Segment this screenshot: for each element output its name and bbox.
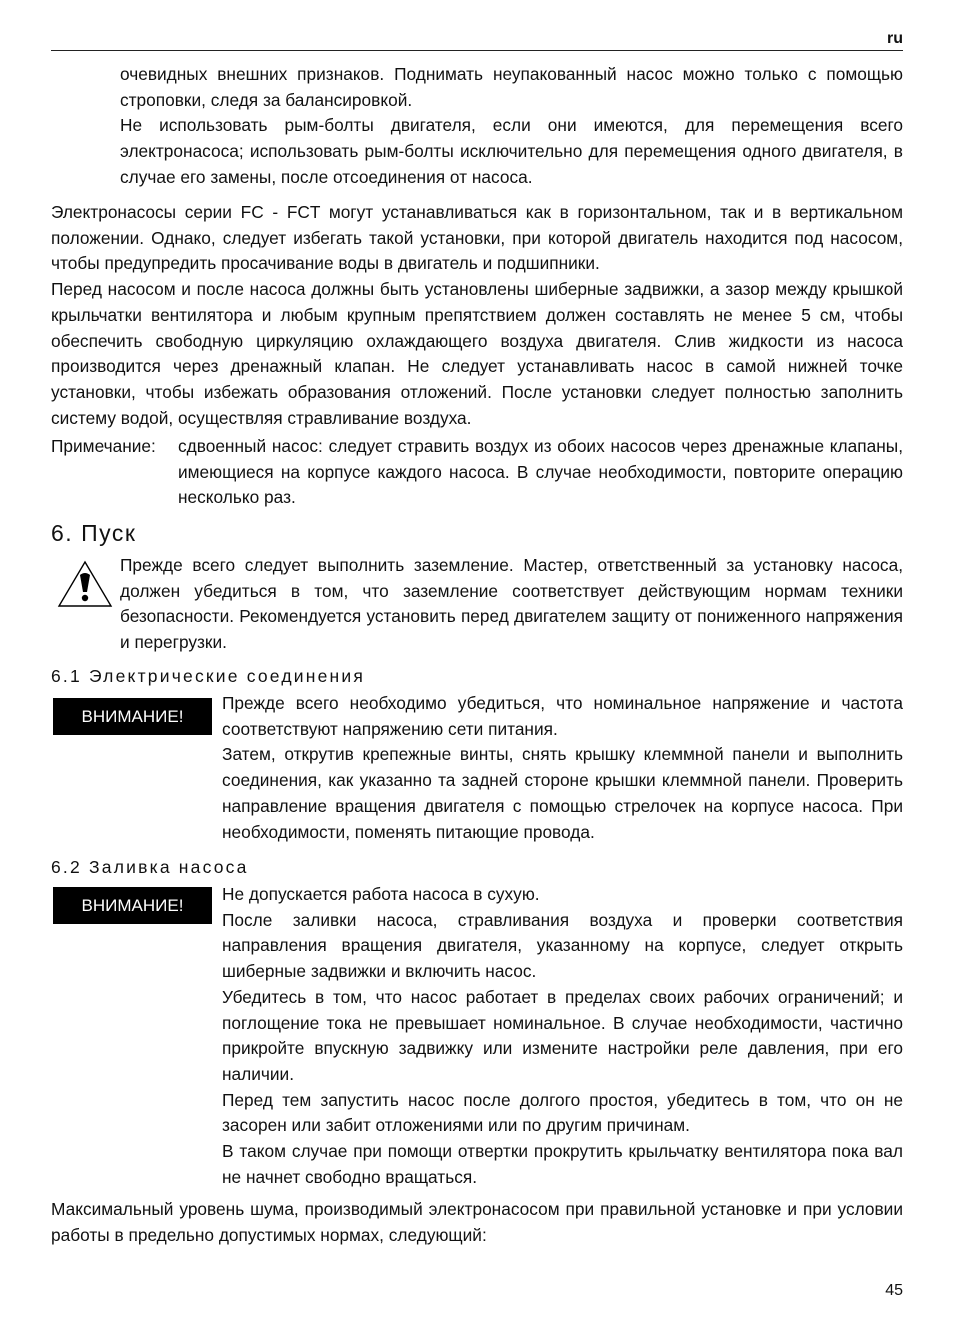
intro-block [120, 62, 903, 191]
paragraph: В таком случае при помощи отвертки прокрутить крыльчатку вентилятора пока вал не начнет свободно вращаться. [222, 1141, 903, 1187]
subsection-title: 6.2 Заливка насоса [51, 857, 249, 877]
paragraph: Не допускается работа насоса в сухую. [222, 884, 540, 904]
paragraph: Электронасосы серии FC - FCT могут устанавливаться как в горизонтальном, так и в вертикальном положении. Однако, следует избегать такой установки, при которой двигатель находится под насосом, чтобы предупредить просачивание воды в двигатель и подшипники. [51, 202, 903, 274]
page-number: 45 [885, 1282, 903, 1299]
paragraph: Убедитесь в том, что насос работает в пределах своих рабочих ограничений; и поглощение тока не превышает номинальное. В случае необходимости, частично прикройте впускную задвижку или измените настройки реле давления, при его наличии. [222, 986, 903, 1084]
priming-text [222, 882, 903, 1190]
attention-badge: ВНИМАНИЕ! [53, 698, 212, 735]
language-code: ru [887, 30, 903, 47]
note-text: сдвоенный насос: следует стравить воздух из обоих насосов через дренажные клапаны, имеющиеся на корпусе каждого насоса. В случае необходимости, повторите операцию несколько раз. [178, 436, 903, 508]
paragraph: Перед тем запустить насос после долгого простоя, убедитесь в том, что он не засорен или забит отложениями или по другим причинам. [222, 1089, 903, 1136]
note-label: Примечание: [51, 436, 156, 456]
subsection-title: 6.1 Электрические соединения [51, 666, 366, 686]
header-rule [51, 50, 903, 51]
warning-text: Прежде всего следует выполнить заземление. Мастер, ответственный за установку насоса, должен убедиться в том, что заземление соответствует действующим нормам техники безопасности. Рекомендуется установить перед двигателем защиту от пониженного напряжения и перегрузки. [120, 555, 903, 653]
electrical-text [222, 691, 903, 845]
paragraph: Максимальный уровень шума, производимый электронасосом при правильной установке и при условии работы в предельно допустимых нормах, следующий: [51, 1199, 903, 1245]
noise-text [51, 1197, 903, 1248]
warning-triangle-icon [57, 560, 113, 608]
section-title: 6. Пуск [51, 520, 137, 546]
paragraph: После заливки насоса, стравливания воздуха и проверки соответствия направления вращения двигателя, указанному на корпусе, следует открыть шиберные задвижки и включить насос. [222, 909, 903, 982]
paragraph: Затем, открутив крепежные винты, снять крышку клеммной панели и выполнить соединения, как указанно та задней стороне крышки клеммной панели. Проверить направление вращения двигателя с помощью стрелочек на корпусе насоса. При необходимости, поменять питающие провода. [222, 744, 903, 842]
attention-badge: ВНИМАНИЕ! [53, 887, 212, 924]
note-block [51, 434, 903, 511]
paragraph: Не использовать рым-болты двигателя, если они имеются, для перемещения всего электронасоса; использовать рым-болты исключительно для перемещения одного двигателя, в случае его замены, после отсоединения от насоса. [120, 115, 903, 187]
installation-text [51, 200, 903, 431]
paragraph: Прежде всего необходимо убедиться, что номинальное напряжение и частота соответствуют напряжению сети питания. [222, 693, 903, 739]
paragraph: очевидных внешних признаков. Поднимать неупакованный насос можно только с помощью строповки, следя за балансировкой. [120, 64, 903, 110]
paragraph: Перед насосом и после насоса должны быть установлены шиберные задвижки, а зазор между крышкой крыльчатки вентилятора и любым крупным препятствием должен составлять не менее 5 см, чтобы обеспечить свободную циркуляцию охлаждающего воздуха двигателя. Слив жидкости из насоса производится через дренажный клапан. Не следует устанавливать насос в самой нижней точке установки, чтобы избежать образования отложений. После установки следует полностью заполнить систему водой, осуществляя стравливание воздуха. [51, 279, 903, 428]
